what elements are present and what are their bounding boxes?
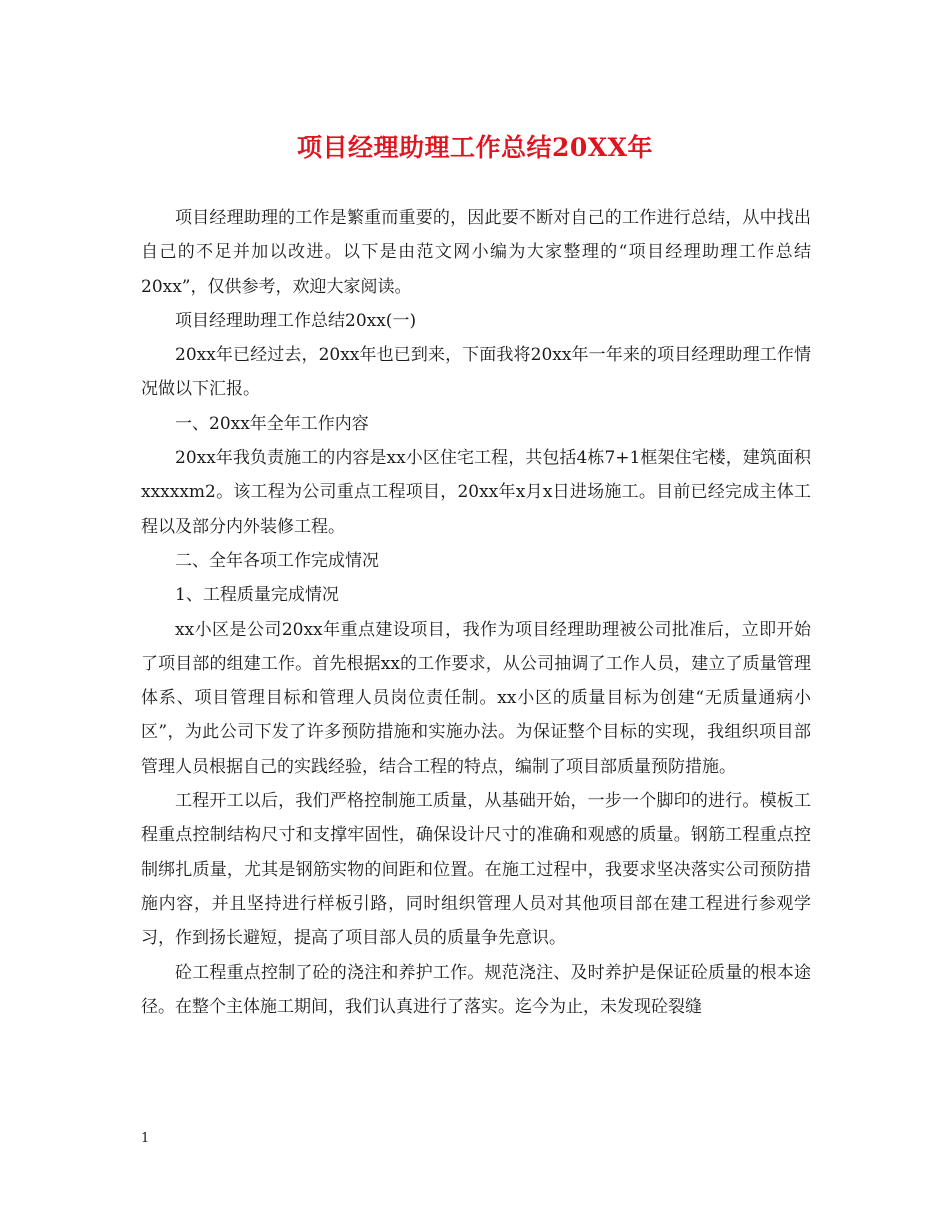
paragraph-construction-control: 工程开工以后，我们严格控制施工质量，从基础开始，一步一个脚印的进行。模板工程重点控制结构尺寸和支撑牢固性，确保设计尺寸的准确和观感的质量。钢筋工程重点控制绑扎质量，尤其是钢筋实物的间距和位置。在施工过程中，我要求坚决落实公司预防措施内容，并且坚持进行样板引路，同时组织管理人员对其他项目部在建工程进行参观学习，作到扬长避短，提高了项目部人员的质量争先意识。 <box>141 791 811 949</box>
paragraph-overview: 20xx年已经过去，20xx年也已到来，下面我将20xx年一年来的项目经理助理工作情况做以下汇报。 <box>141 345 811 400</box>
paragraph-concrete: 砼工程重点控制了砼的浇注和养护工作。规范浇注、及时养护是保证砼质量的根本途径。在整个主体施工期间，我们认真进行了落实。迄今为止，未发现砼裂缝 <box>141 962 811 1017</box>
paragraph-work-content: 20xx年我负责施工的内容是xx小区住宅工程，共包括4栋7+1框架住宅楼，建筑面积xxxxxm2。该工程为公司重点工程项目，20xx年x月x日进场施工。目前已经完成主体工程以及部分内外装修工程。 <box>141 448 811 537</box>
section-heading-completion: 二、全年各项工作完成情况 <box>175 550 379 571</box>
section-heading-work-content: 一、20xx年全年工作内容 <box>175 413 369 434</box>
subsection-heading-quality: 1、工程质量完成情况 <box>175 585 339 606</box>
paragraph-quality-system: xx小区是公司20xx年重点建设项目，我作为项目经理助理被公司批准后，立即开始了项目部的组建工作。首先根据xx的工作要求，从公司抽调了工作人员，建立了质量管理体系、项目管理目标和管理人员岗位责任制。xx小区的质量目标为创建“无质量通病小区”，为此公司下发了许多预防措施和实施办法。为保证整个目标的实现，我组织项目部管理人员根据自己的实践经验，结合工程的特点，编制了项目部质量预防措施。 <box>141 619 811 777</box>
paragraph-intro: 项目经理助理的工作是繁重而重要的，因此要不断对自己的工作进行总结，从中找出自己的不足并加以改进。以下是由范文网小编为大家整理的“项目经理助理工作总结20xx”，仅供参考，欢迎大家阅读。 <box>141 208 811 297</box>
section-heading-part-one: 项目经理助理工作总结20xx(一) <box>175 310 417 331</box>
document-title: 项目经理助理工作总结20XX年 <box>296 133 654 162</box>
page-number: 1 <box>141 1131 150 1146</box>
document-body <box>141 201 811 1024</box>
